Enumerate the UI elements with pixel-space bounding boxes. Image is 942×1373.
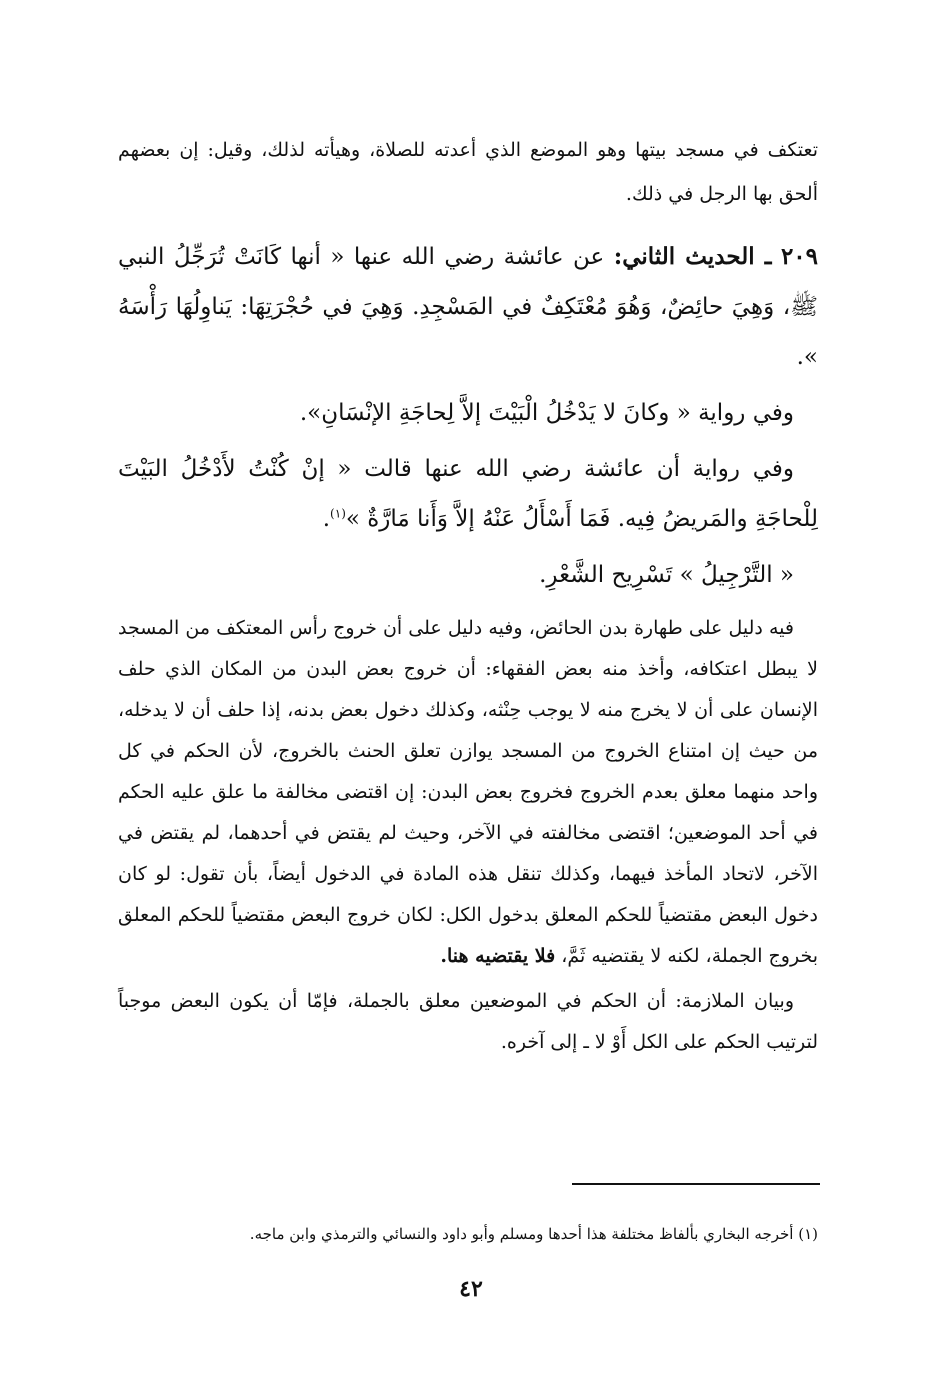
hadith-definition	[118, 550, 818, 600]
hadith-narration-1	[118, 388, 818, 438]
footnote-divider	[572, 1183, 820, 1185]
hadith-narration-2: وفي رواية أن عائشة رضي الله عنها قالت « إنْ كُنْتُ لأَدْخُلُ البَيْتَ لِلْحاجَةِ والمَريضُ فِيه. فَمَا أَسْأَلُ عَنْهُ إلاَّ وَأَنا مَارَّةٌ »$^{(١)}$.	[118, 456, 818, 532]
intro-text: تعتكف في مسجد بيتها وهو الموضع الذي أعدته للصلاة، وهيأته لذلك، وقيل: إن بعضهم ألحق بها الرجل في ذلك.	[118, 139, 818, 205]
footnote-text: (١) أخرجه البخاري بألفاظ مختلفة هذا أحدها ومسلم وأبو داود والنسائي والترمذي وابن ماجه.	[249, 1225, 818, 1243]
hadith-heading: ـ الحديث الثاني:	[613, 243, 772, 270]
hadith-main	[118, 232, 818, 382]
footnote-reference: (١)	[330, 506, 346, 521]
commentary-p2-text: وبيان الملازمة: أن الحكم في الموضعين معلق بالجملة، فإمّا أن يكون البعض موجباً لترتيب الحكم على الكل أَوْ لا ـ إلى آخره.	[118, 990, 818, 1053]
definition-text: « التَّرْجِيلُ » تَسْرِيح الشَّعْرِ.	[539, 562, 794, 588]
narration-1-text: وفي رواية « وكانَ لا يَدْخُلُ الْبَيْتَ إلاَّ لِحاجَةِ الإنْسَانِ».	[299, 400, 794, 426]
commentary-section	[118, 608, 818, 1067]
footnote	[118, 1222, 818, 1246]
commentary-p1-end: فلا يقتضيه هنا.	[440, 945, 556, 967]
commentary-paragraph-2	[118, 981, 818, 1063]
commentary-paragraph-1	[118, 608, 818, 977]
hadith-text: عن عائشة رضي الله عنها « أنها كَانَتْ تُرَجِّلُ النبي ﷺ، وَهِيَ حائِضٌ، وَهُوَ مُعْتَكِفٌ في المَسْجِدِ. وَهِيَ في حُجْرَتِهَا: يَناوِلُهَا رَأْسَهُ ».	[118, 244, 818, 370]
commentary-p1-text: فيه دليل على طهارة بدن الحائض، وفيه دليل على أن خروج رأس المعتكف من المسجد لا يبطل اعتكافه، وأخذ منه بعض الفقهاء: أن خروج بعض البدن من المكان الذي حلف الإنسان على أن لا يخرج منه لا يوجب حِنْثه، وكذلك دخول بعض بدنه، إذا حلف أن لا يدخله، من حيث إن امتناع الخروج من المسجد يوازن تعلق الحنث بالخروج، لأن الحكم في كل واحد منهما معلق بعدم الخروج فخروج بعض البدن: إن اقتضى مخالفة ما علق عليه الحكم في أحد الموضعين؛ اقتضى مخالفته في الآخر، وحيث لم يقتض في أحدهما، لم يقتض في الآخر، لاتحاد المأخذ فيهما، وكذلك تنقل هذه المادة في الدخول أيضاً، بأن تقول: لو كان دخول البعض مقتضياً للحكم المعلق بدخول الكل: لكان خروج البعض مقتضياً للحكم المعلق بخروج الجملة، لكنه لا يقتضيه ثَمَّ،	[118, 617, 818, 967]
page-number: ٤٢	[459, 1276, 483, 1302]
intro-paragraph	[118, 128, 818, 216]
hadith-section	[118, 232, 818, 606]
narration-2-text: وفي رواية أن عائشة رضي الله عنها قالت « إنْ كُنْتُ لأَدْخُلُ البَيْتَ لِلْحاجَةِ والمَريضُ فِيه. فَمَا أَسْأَلُ عَنْهُ إلاَّ وَأَنا مَارَّةٌ »	[118, 456, 818, 532]
hadith-number: ٢٠٩	[780, 243, 819, 270]
